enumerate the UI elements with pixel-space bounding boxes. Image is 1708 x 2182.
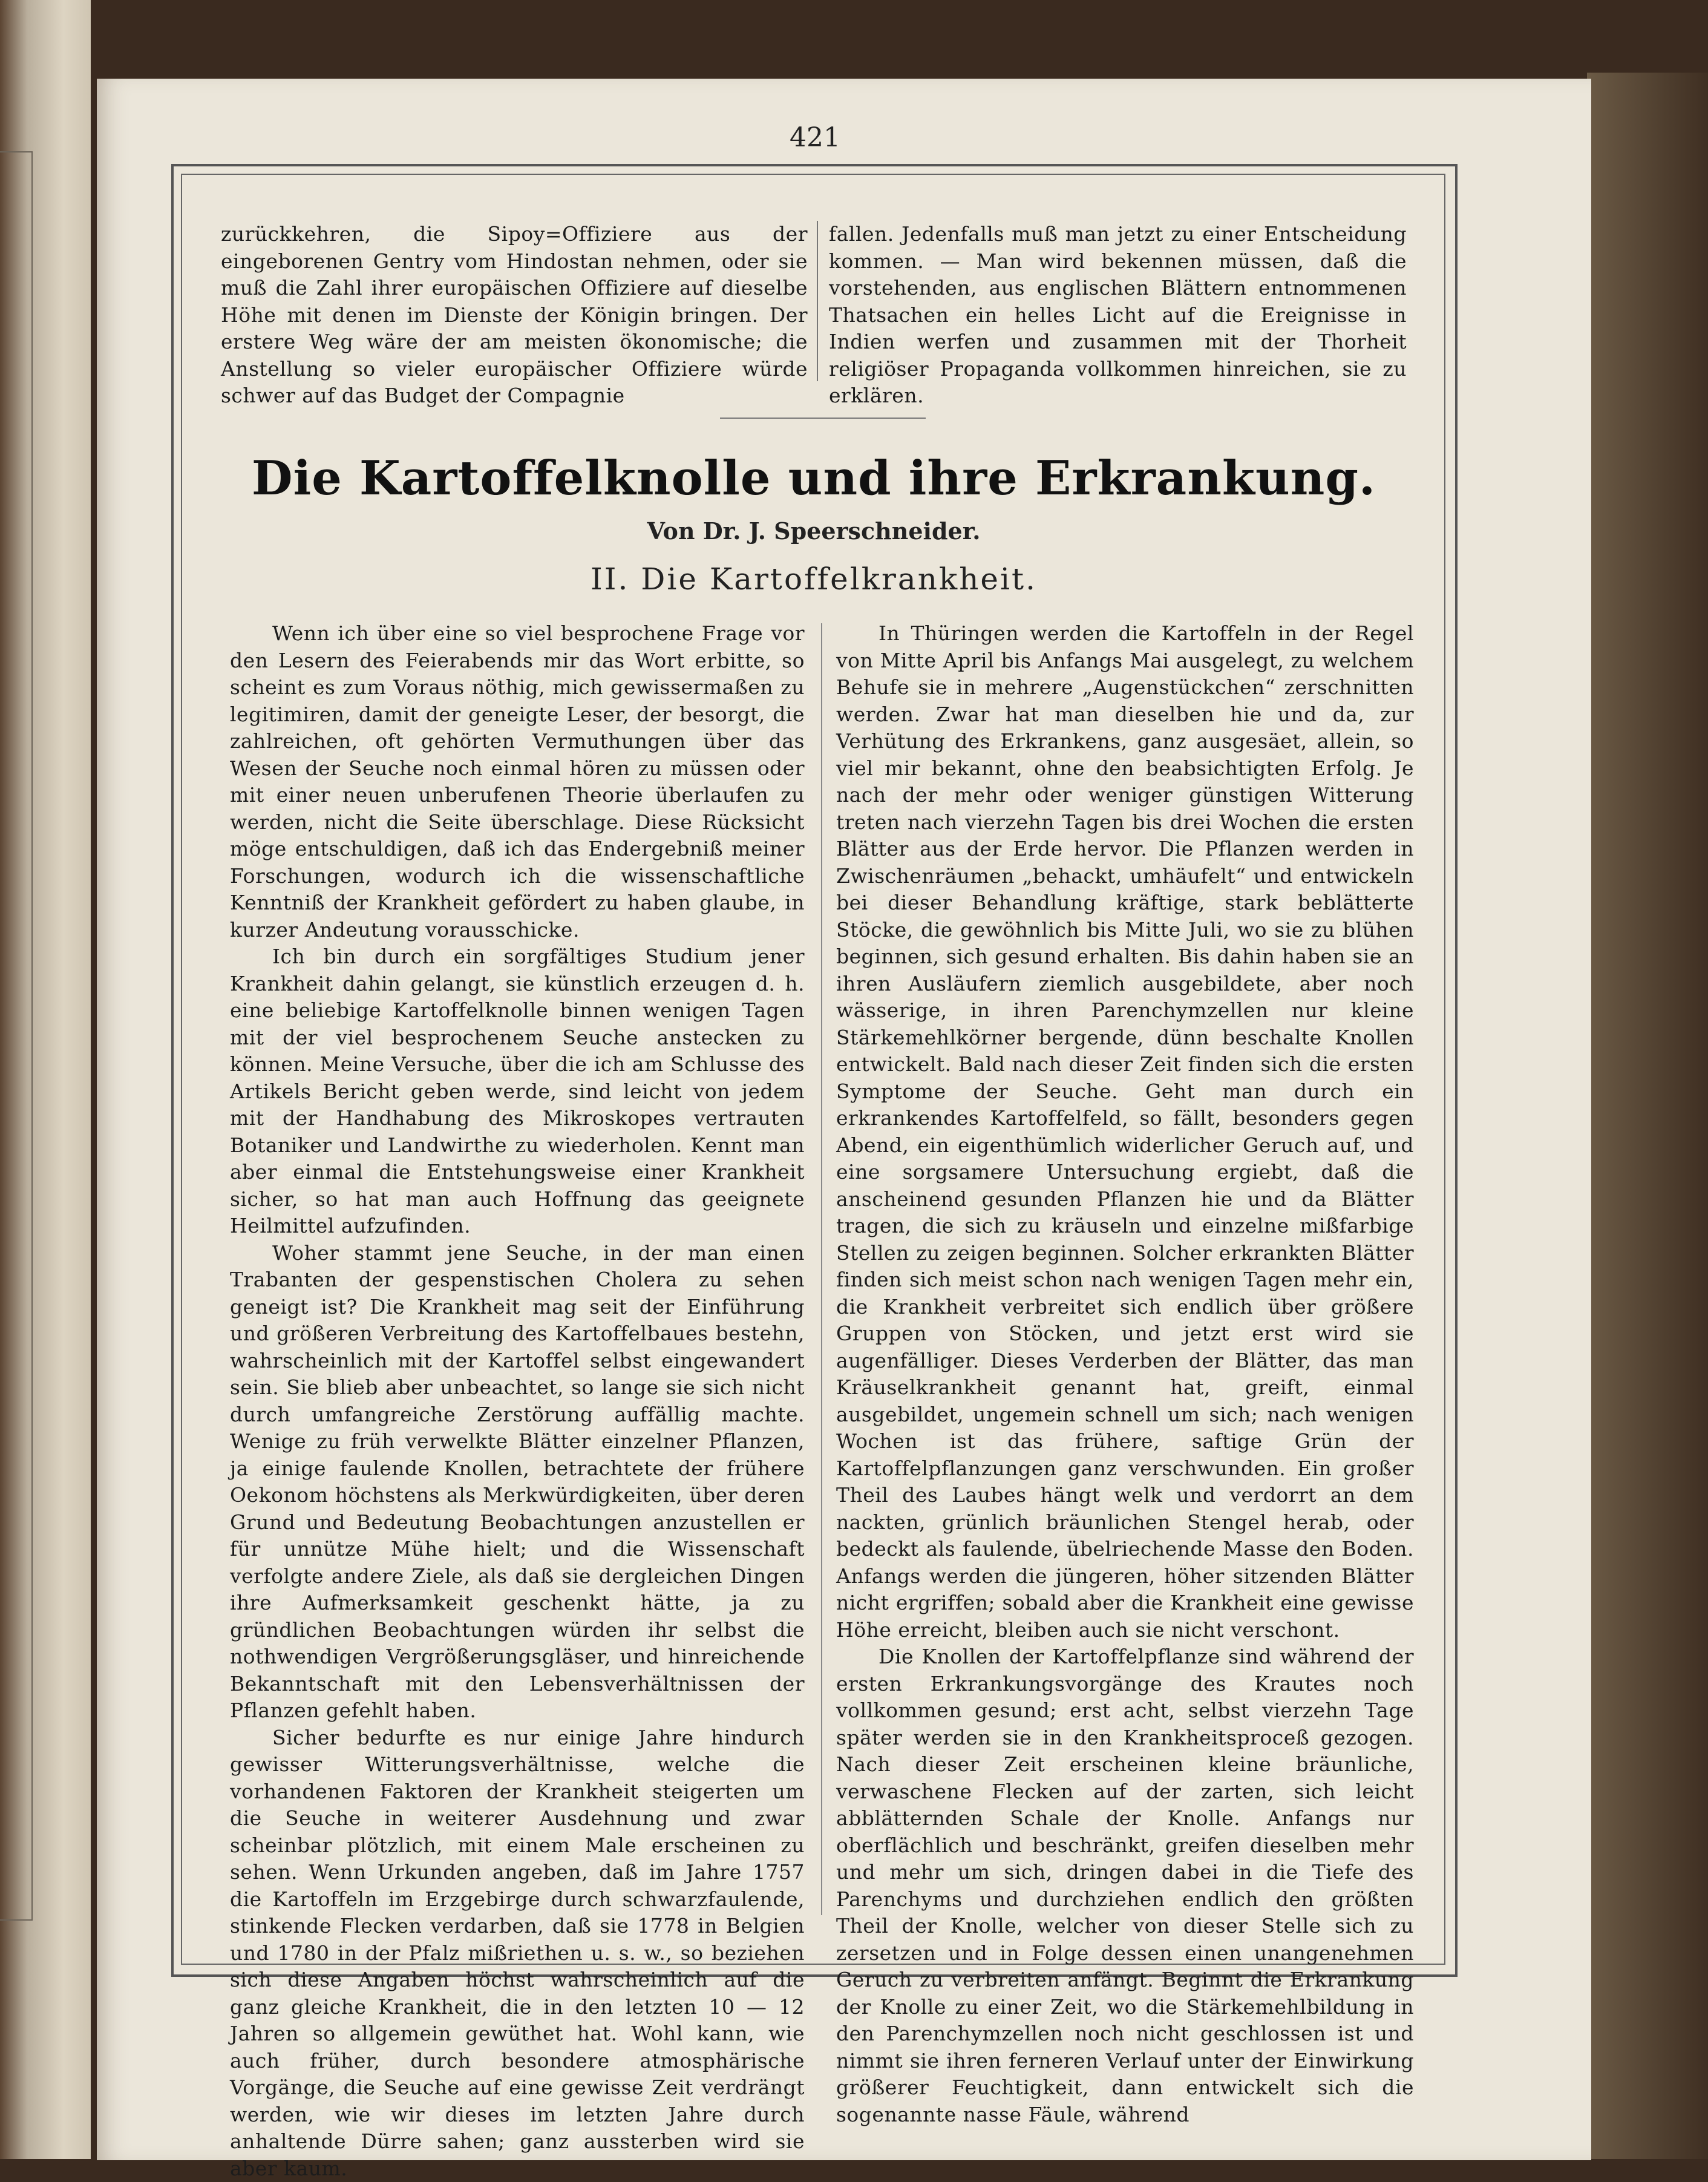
paragraph: Sicher bedurfte es nur einige Jahre hindurch gewisser Witterungsverhältnisse, welche die vorhandenen Faktoren der Krankheit steigerten um die Seuche in weiterer Ausdehnung und zwar scheinbar plötzlich, mit einem Male erscheinen zu sehen. Wenn Urkunden angeben, daß im Jahre 1757 die Kartoffeln im Erzgebirge durch schwarzfaulende, stinkende Flecken verdarben, daß sie 1778 in Belgien und 1780 in der Pfalz mißriethen u. s. w., so beziehen sich diese Angaben höchst wahrscheinlich auf die ganz gleiche Krankheit, die in den letzten 10 — 12 Jahren so allgemein gewüthet hat. Wohl kann, wie auch früher, durch besondere atmosphärische Vorgänge, die Seuche auf eine gewisse Zeit verdrängt werden, wie wir dieses im letzten Jahre durch anhaltende Dürre sahen; ganz aussterben wird sie aber kaum. bbox=[230, 1725, 805, 2182]
book-edge bbox=[1587, 73, 1708, 2159]
paragraph: zurückkehren, die Sipoy=Offiziere aus der eingeborenen Gentry vom Hindostan nehmen, oder sie muß die Zahl ihrer europäischen Offiziere auf dieselbe Höhe mit denen im Dienste der Königin bringen. Der erstere Weg wäre der am meisten ökonomische; die Anstellung so vieler europäischer Offiziere würde schwer auf das Budget der Compagnie bbox=[221, 221, 808, 410]
article-title: Die Kartoffelknolle und ihre Erkrankung. bbox=[212, 451, 1416, 506]
column-divider bbox=[817, 221, 818, 381]
article-author: Von Dr. J. Speerschneider. bbox=[212, 517, 1416, 545]
column-divider bbox=[821, 623, 822, 1915]
paragraph: Ich bin durch ein sorgfältiges Studium jener Krankheit dahin gelangt, sie künstlich erzeugen d. h. eine beliebige Kartoffelknolle binnen wenigen Tagen mit der viel besprochenem Seuche anstecken zu können. Meine Versuche, über die ich am Schlusse des Artikels Bericht geben werde, sind leicht von jedem mit der Handhabung des Mikroskopes vertrauten Botaniker und Landwirthe zu wiederholen. Kennt man aber einmal die Entstehungsweise einer Krankheit sicher, so hat man auch Hoffnung das geeignete Heilmittel aufzufinden. bbox=[230, 943, 805, 1240]
facing-page-frame bbox=[0, 151, 33, 1921]
section-rule bbox=[720, 418, 926, 419]
paragraph: Die Knollen der Kartoffelpflanze sind während der ersten Erkrankungsvorgänge des Krautes noch vollkommen gesund; erst acht, selbst vierzehn Tage später werden sie in den Krankheitsproceß gezogen. Nach dieser Zeit erscheinen kleine bräunliche, verwaschene Flecken auf der zarten, sich leicht abblätternden Schale der Knolle. Anfangs nur oberflächlich und beschränkt, greifen dieselben mehr und mehr um sich, dringen dabei in die Tiefe des Parenchyms und durchziehen endlich den größten Theil der Knolle, welcher von dieser Stelle sich zu zersetzen und in Folge dessen einen unangenehmen Geruch zu verbreiten anfängt. Beginnt die Erkrankung der Knolle zu einer Zeit, wo die Stärkemehlbildung in den Parenchymzellen noch nicht geschlossen ist und nimmt sie ihren ferneren Verlauf unter der Einwirkung größerer Feuchtigkeit, dann entwickelt sich die sogenannte nasse Fäule, während bbox=[836, 1643, 1414, 2128]
article-column-right bbox=[836, 620, 1414, 2128]
page-number: 421 bbox=[790, 122, 838, 153]
paragraph: Woher stammt jene Seuche, in der man einen Trabanten der gespenstischen Cholera zu sehen geneigt ist? Die Krankheit mag seit der Einführung und größeren Verbreitung des Kartoffelbaues bestehn, wahrscheinlich mit der Kartoffel selbst eingewandert sein. Sie blieb aber unbeachtet, so lange sie sich nicht durch umfangreiche Zerstörung auffällig machte. Wenige zu früh verwelkte Blätter einzelner Pflanzen, ja einige faulende Knollen, betrachtete der frühere Oekonom höchstens als Merkwürdigkeiten, über deren Grund und Bedeutung Beobachtungen anzustellen er für unnütze Mühe hielt; und die Wissenschaft verfolgte andere Ziele, als daß sie dergleichen Dingen ihre Aufmerksamkeit geschenkt hätte, ja zu gründlichen Beobachtungen würden ihr selbst die nothwendigen Vergrößerungsgläser, und hinreichende Bekanntschaft mit den Lebensverhältnissen der Pflanzen gefehlt haben. bbox=[230, 1240, 805, 1725]
article-column-left bbox=[230, 620, 805, 2182]
paragraph: In Thüringen werden die Kartoffeln in der Regel von Mitte April bis Anfangs Mai ausgelegt, zu welchem Behufe sie in mehrere „Augenstückchen“ zerschnitten werden. Zwar hat man dieselben hie und da, zur Verhütung des Erkrankens, ganz ausgesäet, allein, so viel mir bekannt, ohne den beabsichtigten Erfolg. Je nach der mehr oder weniger günstigen Witterung treten nach vierzehn Tagen bis drei Wochen die ersten Blätter aus der Erde hervor. Die Pflanzen werden in Zwischenräumen „behackt, umhäufelt“ und entwickeln bei dieser Behandlung kräftige, stark beblätterte Stöcke, die gewöhnlich bis Mitte Juli, wo sie zu blühen beginnen, sich gesund erhalten. Bis dahin haben sie an ihren Ausläufern ziemlich ausgebildete, aber noch wässerige, in ihren Parenchymzellen nur kleine Stärkemehlkörner bergende, dünn beschalte Knollen entwickelt. Bald nach dieser Zeit finden sich die ersten Symptome der Seuche. Geht man durch ein erkrankendes Kartoffelfeld, so fällt, besonders gegen Abend, ein eigenthümlich widerlicher Geruch auf, und eine sorgsamere Untersuchung ergiebt, daß die anscheinend gesunden Pflanzen hie und da Blätter tragen, die sich zu kräuseln und einzelne mißfarbige Stellen zu zeigen beginnen. Solcher erkrankten Blätter finden sich meist schon nach wenigen Tagen mehr ein, die Krankheit verbreitet sich endlich über größere Gruppen von Stöcken, und jetzt erst wird sie augenfälliger. Dieses Verderben der Blätter, das man Kräuselkrankheit genannt hat, greift, einmal ausgebildet, ungemein schnell um sich; nach wenigen Wochen ist das frühere, saftige Grün der Kartoffelpflanzungen ganz verschwunden. Ein großer Theil des Laubes hängt welk und verdorrt an dem nackten, grünlich bräunlichen Stengel herab, oder bedeckt als faulende, übelriechende Masse den Boden. Anfangs werden die jüngeren, höher sitzenden Blätter nicht ergriffen; sobald aber die Krankheit eine gewisse Höhe erreicht, bleiben auch sie nicht verschont. bbox=[836, 620, 1414, 1643]
paragraph: fallen. Jedenfalls muß man jetzt zu einer Entscheidung kommen. — Man wird bekennen müssen, daß die vorstehenden, aus englischen Blättern entnommenen Thatsachen ein helles Licht auf die Ereignisse in Indien werfen und zusammen mit der Thorheit religiöser Propaganda vollkommen hinreichen, sie zu erklären. bbox=[829, 221, 1407, 410]
section-heading: II. Die Kartoffelkrankheit. bbox=[212, 562, 1416, 597]
facing-page-edge bbox=[0, 0, 91, 2159]
paragraph: Wenn ich über eine so viel besprochene Frage vor den Lesern des Feierabends mir das Wort erbitte, so scheint es zum Voraus nöthig, mich gewissermaßen zu legitimiren, damit der geneigte Leser, der besorgt, die zahlreichen, oft gehörten Vermuthungen über das Wesen der Seuche noch einmal hören zu müssen oder mit einer neuen unberufenen Theorie überlaufen zu werden, nicht die Seite überschlage. Diese Rücksicht möge entschuldigen, daß ich das Endergebniß meiner Forschungen, wodurch ich die wissenschaftliche Kenntniß der Krankheit gefördert zu haben glaube, in kurzer Andeutung vorausschicke. bbox=[230, 620, 805, 943]
continued-text-left bbox=[221, 221, 808, 410]
continued-text-right bbox=[829, 221, 1407, 410]
